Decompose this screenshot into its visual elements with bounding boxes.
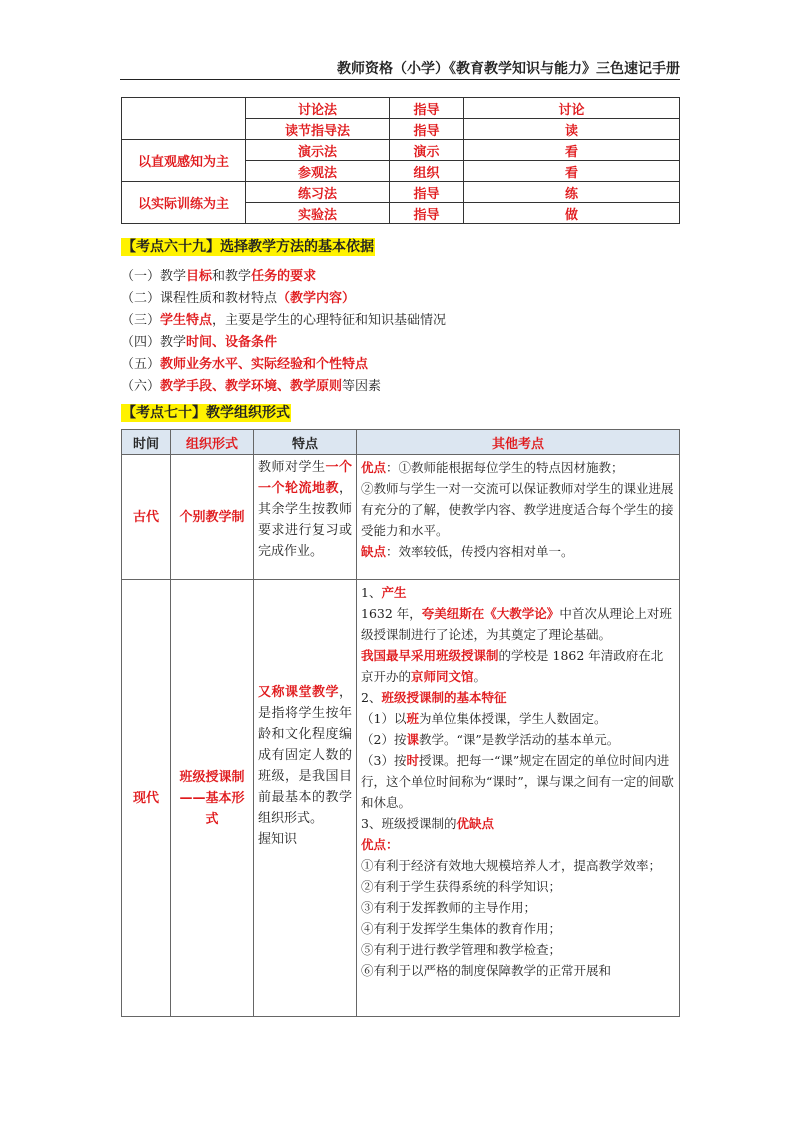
page-header: 教师资格（小学）《教育教学知识与能力》三色速记手册: [337, 61, 680, 77]
header-time: 时间: [122, 430, 171, 455]
other-points-cell: [357, 580, 680, 1017]
other-point-line: [361, 960, 675, 981]
section-title-70: [121, 402, 291, 422]
plain-text: （2）按: [361, 732, 407, 747]
highlight-text: 教师业务水平、实际经验和个性特点: [160, 357, 369, 372]
plain-text: 等因素: [342, 379, 382, 394]
method-suffix: 节指导: [297, 123, 337, 139]
era-cell: 古代: [122, 455, 171, 580]
teaching-methods-table: [121, 97, 680, 224]
other-point-line: [361, 478, 675, 541]
other-point-line: [361, 897, 675, 918]
other-point-line: [361, 708, 675, 729]
feature-text: ，是指将学生按年龄和文化程度编成有固定人数的班级，是我国目前最基本的教学组织形式。: [258, 685, 352, 826]
header-feature: 特点: [254, 430, 357, 455]
group-cell: 以实际训练为主: [122, 182, 246, 224]
other-point-line: [361, 729, 675, 750]
plain-text: ①有利于经济有效地大规模培养人才，提高教学效率；: [361, 858, 662, 873]
method-cell: 参观法: [246, 161, 390, 182]
plain-text: ⑤有利于进行教学管理和教学检查；: [361, 942, 562, 957]
highlight-text: 京师同文馆: [411, 669, 474, 684]
other-point-line: [361, 457, 675, 478]
highlight-text: 优点：: [361, 837, 399, 852]
other-points-content: [361, 582, 675, 1014]
other-point-line: [361, 750, 675, 813]
highlight-text: 时: [406, 753, 419, 768]
highlight-text: 班级授课制的基本特征: [381, 690, 507, 705]
plain-text: （3）按: [361, 753, 407, 768]
section-title-69: [121, 236, 375, 256]
table-header-row: [122, 430, 680, 455]
verb-cell: 指导: [390, 203, 464, 224]
highlight-text: 夸美纽斯在《大教学论》: [421, 606, 560, 621]
key-cell: 看: [464, 140, 680, 161]
highlight-text: 优缺点: [456, 816, 494, 831]
form-cell: 班级授课制——基本形式: [171, 580, 254, 1017]
feature-text: 教师对学生: [258, 460, 326, 475]
verb-cell: 组织: [390, 161, 464, 182]
key-cell: 练: [464, 182, 680, 203]
header-form: 组织形式: [171, 430, 254, 455]
basis-list: [121, 266, 446, 398]
plain-text: 课程性质和教材特点: [160, 291, 278, 306]
highlight-text: 我国最早采用班级授课制: [361, 648, 499, 663]
highlight-text: （教学内容）: [277, 291, 356, 306]
plain-text: （1）以: [361, 711, 407, 726]
other-point-line: [361, 834, 675, 855]
plain-text: ：效率较低，传授内容相对单一。: [386, 544, 574, 559]
feature-cell: [254, 455, 357, 580]
form-cell: 个别教学制: [171, 455, 254, 580]
highlight-text: 时间、设备条件: [186, 335, 278, 350]
feature-highlight: 又称课堂教学: [258, 685, 339, 700]
feature-cell: [254, 580, 357, 1017]
key-cell: 做: [464, 203, 680, 224]
feature-text: ，其余学生按教师要求进行复习或完成作业。: [258, 481, 352, 559]
era-cell: 现代: [122, 580, 171, 1017]
organization-forms-table: [121, 429, 680, 1017]
highlight-text: 优点: [361, 460, 387, 475]
table-row: [122, 580, 680, 1017]
key-cell: 看: [464, 161, 680, 182]
key-cell: 讨论: [464, 98, 680, 119]
other-point-line: [361, 918, 675, 939]
plain-text: 为单位集体授课，学生人数固定。: [418, 711, 607, 726]
method-cell: 讨论法: [246, 98, 390, 119]
table-row: [122, 140, 680, 161]
highlight-text: 缺点: [361, 544, 387, 559]
verb-cell: 指导: [390, 182, 464, 203]
list-number: （四）: [121, 335, 161, 350]
method-tail: 法: [337, 123, 351, 139]
highlight-text: 班: [406, 711, 419, 726]
other-point-line: [361, 876, 675, 897]
other-point-line: [361, 687, 675, 708]
verb-cell: 演示: [390, 140, 464, 161]
list-number: （三）: [121, 313, 161, 328]
plain-text: 教学: [160, 335, 187, 350]
group-cell: [122, 98, 246, 140]
section-title-text: 【考点六十九】选择教学方法的基本依据: [122, 239, 374, 255]
plain-text: ⑥有利于以严格的制度保障教学的正常开展和: [361, 963, 612, 978]
highlight-text: 课: [406, 732, 419, 747]
other-point-line: [361, 645, 675, 687]
header-rule: [120, 79, 680, 80]
other-point-line: [361, 603, 675, 645]
verb-cell: 指导: [390, 119, 464, 140]
list-item: [121, 376, 446, 398]
plain-text: 2、: [361, 690, 382, 705]
plain-text: 1632 年，: [361, 606, 422, 621]
section-title-text: 【考点七十】教学组织形式: [122, 405, 290, 421]
plain-text: 1、: [361, 585, 382, 600]
list-item: [121, 288, 446, 310]
plain-text: ③有利于发挥教师的主导作用；: [361, 900, 537, 915]
method-cell: 演示法: [246, 140, 390, 161]
table-row: [122, 182, 680, 203]
other-point-line: [361, 939, 675, 960]
method-cell: 实验法: [246, 203, 390, 224]
plain-text: 3、班级授课制的: [361, 816, 457, 831]
list-item: [121, 266, 446, 288]
other-point-line: [361, 541, 675, 562]
table-row: [122, 98, 680, 119]
plain-text: ②有利于学生获得系统的科学知识；: [361, 879, 562, 894]
feature-highlight: 一个一个轮流地教: [258, 460, 352, 496]
highlight-text: 教学手段、教学环境、教学原则: [160, 379, 343, 394]
key-cell: 读: [464, 119, 680, 140]
plain-text: ：①教师能根据每位学生的特点因材施教；: [386, 460, 624, 475]
highlight-text: 学生特点: [160, 313, 213, 328]
list-item: [121, 310, 446, 332]
list-number: （六）: [121, 379, 161, 394]
list-number: （一）: [121, 269, 161, 284]
plain-text: 。: [473, 669, 487, 684]
plain-text: 教学。“课”是教学活动的基本单元。: [418, 732, 620, 747]
highlight-text: 产生: [381, 585, 407, 600]
header-other: 其他考点: [357, 430, 680, 455]
plain-text: 中首次从理论上对班级授课制进行了论述，为其奠定了理论基础。: [361, 606, 672, 642]
table-row: [122, 455, 680, 580]
other-point-line: [361, 582, 675, 603]
other-point-line: [361, 855, 675, 876]
list-number: （五）: [121, 357, 161, 372]
verb-cell: 指导: [390, 98, 464, 119]
method-cell: 练习法: [246, 182, 390, 203]
list-item: [121, 354, 446, 376]
other-points-cell: [357, 455, 680, 580]
method-prefix: 读: [284, 123, 298, 139]
other-point-line: [361, 813, 675, 834]
plain-text: 和教学: [212, 269, 252, 284]
feature-text: 握知识: [258, 832, 298, 847]
highlight-text: 目标: [186, 269, 213, 284]
plain-text: 授课。把每一“课”规定在固定的单位时间内进行，这个单位时间称为“课时”，课与课之间有一定的间歇和休息。: [361, 753, 674, 810]
list-number: （二）: [121, 291, 161, 306]
plain-text: 教学: [160, 269, 187, 284]
plain-text: ，主要是学生的心理特征和知识基础情况: [212, 313, 447, 328]
highlight-text: 任务的要求: [251, 269, 317, 284]
plain-text: ④有利于发挥学生集体的教育作用；: [361, 921, 562, 936]
list-item: [121, 332, 446, 354]
group-cell: 以直观感知为主: [122, 140, 246, 182]
plain-text: 的学校是 1862 年清政府在北京开办的: [361, 648, 664, 684]
plain-text: ②教师与学生一对一交流可以保证教师对学生的课业进展有充分的了解，使教学内容、教学进度适合每个学生的接受能力和水平。: [361, 481, 674, 538]
method-cell: [246, 119, 390, 140]
